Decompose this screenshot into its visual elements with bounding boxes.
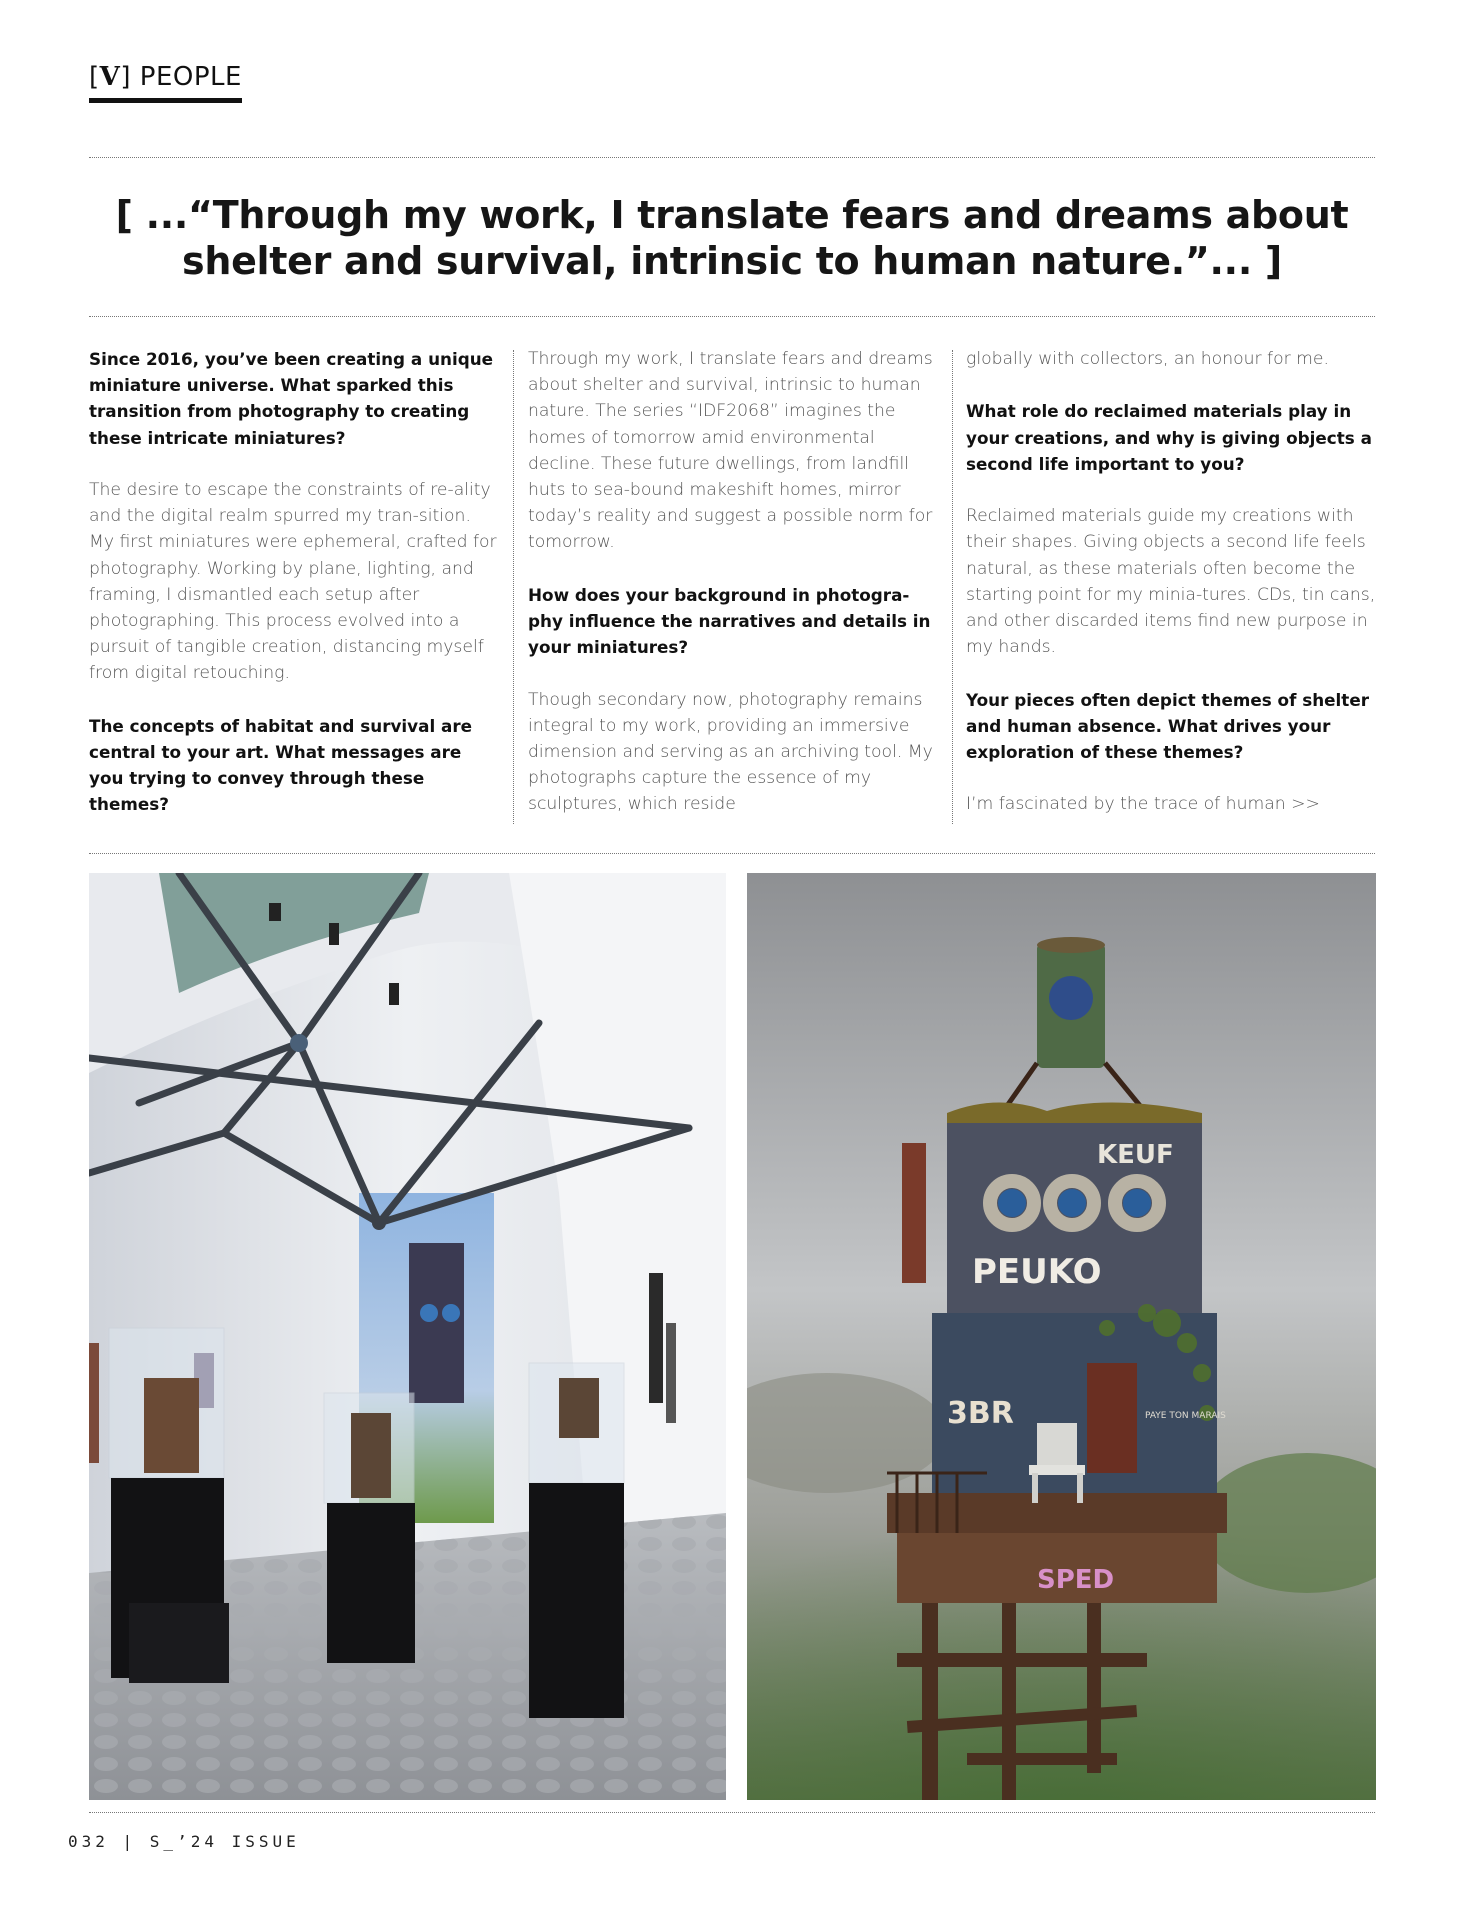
- interview-question: The concepts of habitat and survival are central to your art. What messages are you trying to convey through these themes?: [89, 715, 473, 815]
- interview-question: How does your background in photogra-phy influence the narratives and details in your miniatures?: [528, 584, 931, 658]
- interview-answer: Through my work, I translate fears and dreams about shelter and survival, intrinsic to human nature. The series “IDF2068” imagines the homes of tomorrow amid environmental decline. These future dwellings, from landfill huts to sea-bound makeshift homes, mirror today’s reality and suggest a possible norm for tomorrow.: [528, 349, 933, 553]
- photo-divider: [89, 853, 1375, 854]
- top-divider: [89, 157, 1375, 158]
- text-column-2: [528, 346, 940, 824]
- text-column-1: [89, 346, 501, 824]
- graffiti-sped: SPED: [1037, 1565, 1115, 1595]
- footer-divider: [89, 1812, 1375, 1813]
- miniature-house-photo-icon: [747, 873, 1376, 1800]
- interview-answer: globally with collectors, an honour for me.: [966, 349, 1329, 369]
- section-mark: V: [99, 62, 121, 92]
- quote-divider: [89, 316, 1375, 317]
- pull-quote: [ ...“Through my work, I translate fears and dreams about shelter and survival, intrinsic to human nature.”... ]: [115, 193, 1349, 283]
- text-column-3: [966, 346, 1376, 824]
- interview-answer: I’m fascinated by the trace of human >>: [966, 794, 1320, 815]
- interview-question: Your pieces often depict themes of shelter and human absence. What drives your exploration of these themes?: [966, 689, 1369, 762]
- miniature-photo: [747, 873, 1376, 1800]
- gallery-photo: [89, 873, 726, 1800]
- column-separator: [952, 350, 953, 824]
- interview-answer: Reclaimed materials guide my creations with their shapes. Giving objects a second life feels natural, as these materials often become the starting point for my minia-tures. CDs, tin cans, and other discarded items find new purpose in my hands.: [966, 506, 1376, 658]
- page-footer: 032 | S_’24 ISSUE: [68, 1832, 300, 1851]
- graffiti-peuko: PEUKO: [972, 1252, 1102, 1292]
- graffiti-paye-ton-marais: PAYE TON MARAIS: [1145, 1411, 1226, 1421]
- graffiti-3br: 3BR: [947, 1396, 1014, 1431]
- interview-question: Since 2016, you’ve been creating a unique miniature universe. What sparked this transition from photography to creating these intricate miniatures?: [89, 349, 494, 448]
- interview-answer: Though secondary now, photography remains integral to my work, providing an immersive dimension and serving as an archiving tool. My photographs capture the essence of my sculptures, which reside: [528, 689, 933, 815]
- graffiti-keuf: KEUF: [1097, 1140, 1174, 1170]
- interview-answer: The desire to escape the constraints of re-ality and the digital realm spurred my tran-sition. My first miniatures were ephemeral, crafted for photography. Working by plane, lighting, and framing, I dismantled each setup after photographing. This process evolved into a pursuit of tangible creation, distancing myself from digital retouching.: [89, 480, 497, 684]
- section-tag: [V] PEOPLE: [89, 62, 242, 103]
- interview-question: What role do reclaimed materials play in your creations, and why is giving objects a second life important to you?: [966, 401, 1372, 474]
- gallery-photo-icon: [89, 873, 726, 1800]
- section-name: PEOPLE: [139, 62, 242, 92]
- column-separator: [513, 350, 514, 824]
